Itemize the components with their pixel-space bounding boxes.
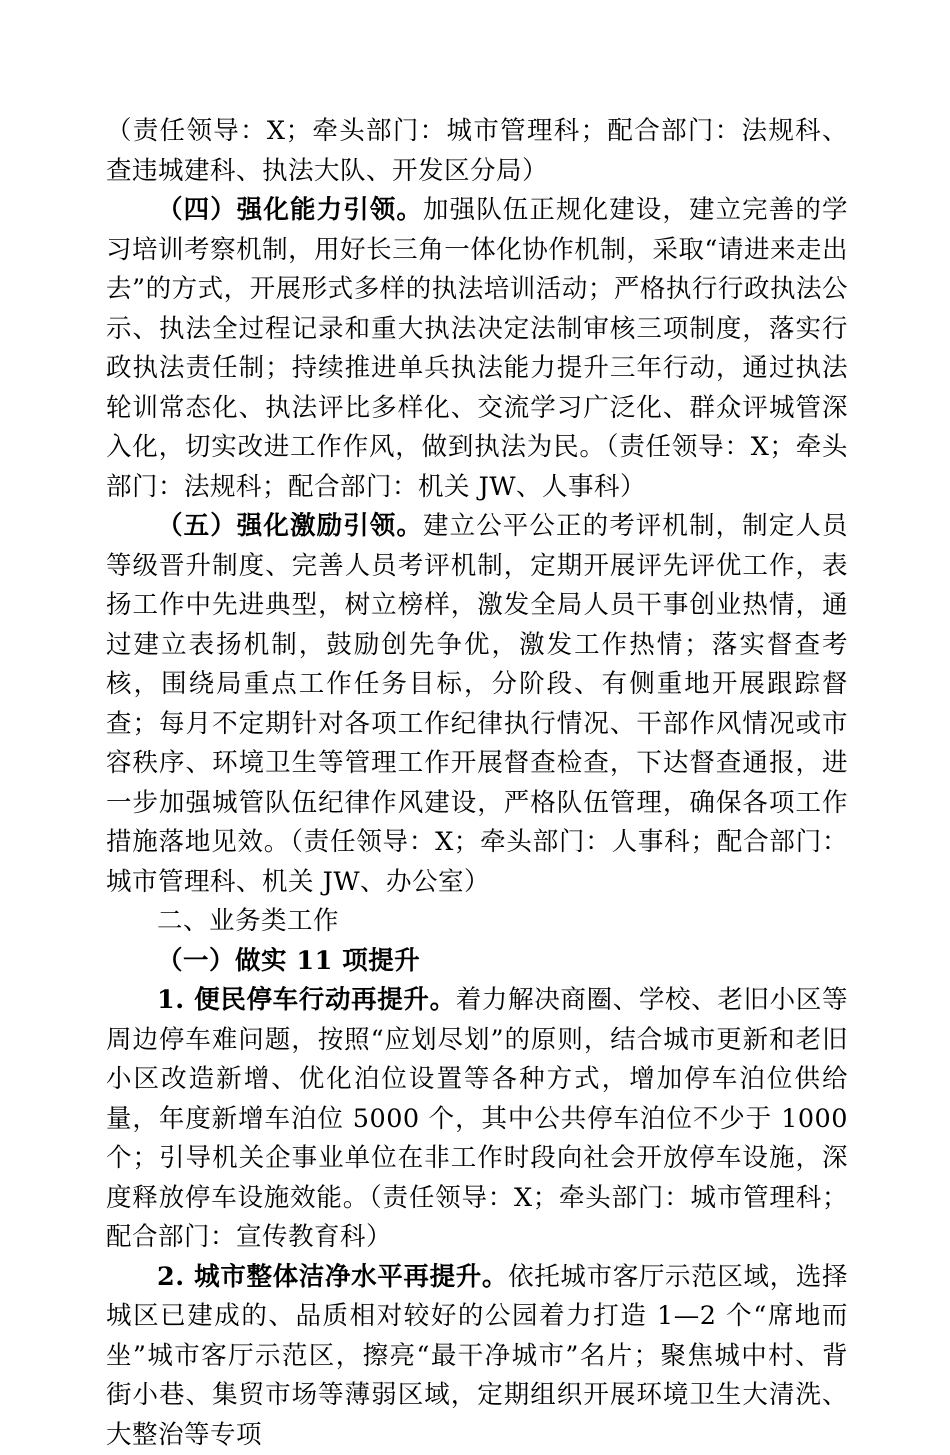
heading-incentive-guidance: （五）强化激励引领。 <box>157 511 423 541</box>
body-parking-improvement: 着力解决商圈、学校、老旧小区等周边停车难问题，按照“应划尽划”的原则，结合城市更新和老旧小区改造新增、优化泊位设置等各种方式，增加停车泊位供给量，年度新增车泊位 5000 个，其中公共停车泊位不少于 1000 个；引导机关企事业单位在非工作时段向社会开放停车设施，深度释放停车设施效能。（责任领导：X；牵头部门：城市管理科；配合部门：宣传教育科） <box>106 985 848 1252</box>
heading-capacity-guidance: （四）强化能力引领。 <box>157 195 423 225</box>
subsection-heading-11-improvements <box>106 942 848 982</box>
paragraph-parking-improvement <box>106 981 848 1258</box>
body-cleanliness-improvement: 依托城市客厅示范区域，选择城区已建成的、品质相对较好的公园着力打造 1—2 个“席地而坐”城市客厅示范区，擦亮“最干净城市”名片；聚焦城中村、背街小巷、集贸市场等薄弱区域，定期组织开展环境卫生大清洗、大整治等专项 <box>106 1262 848 1450</box>
paragraph-capacity-guidance <box>106 191 848 507</box>
responsibility-text: （责任领导：X；牵头部门：城市管理科；配合部门：法规科、查违城建科、执法大队、开发区分局） <box>106 116 848 186</box>
body-capacity-guidance: 加强队伍正规化建设，建立完善的学习培训考察机制，用好长三角一体化协作机制，采取“请进来走出去”的方式，开展形式多样的执法培训活动；严格执行行政执法公示、执法全过程记录和重大执法决定法制审核三项制度，落实行政执法责任制；持续推进单兵执法能力提升三年行动，通过执法轮训常态化、执法评比多样化、交流学习广泛化、群众评城管深入化，切实改进工作作风，做到执法为民。（责任领导：X；牵头部门：法规科；配合部门：机关 JW、人事科） <box>106 195 848 502</box>
heading-cleanliness-improvement: 2. 城市整体洁净水平再提升。 <box>157 1262 508 1292</box>
section-heading-business-work <box>106 902 848 942</box>
paragraph-cleanliness-improvement <box>106 1258 848 1455</box>
responsibility-paragraph <box>106 112 848 191</box>
heading-parking-improvement: 1. 便民停车行动再提升。 <box>157 985 456 1015</box>
section-two-title: 二、业务类工作 <box>157 906 339 936</box>
document-body <box>106 112 848 1455</box>
paragraph-incentive-guidance <box>106 507 848 902</box>
body-incentive-guidance: 建立公平公正的考评机制，制定人员等级晋升制度、完善人员考评机制，定期开展评先评优工作，表扬工作中先进典型，树立榜样，激发全局人员干事创业热情，通过建立表扬机制，鼓励创先争优，激发工作热情；落实督查考核，围绕局重点工作任务目标，分阶段、有侧重地开展跟踪督查；每月不定期针对各项工作纪律执行情况、干部作风情况或市容秩序、环境卫生等管理工作开展督查检查，下达督查通报，进一步加强城管队伍纪律作风建设，严格队伍管理，确保各项工作措施落地见效。（责任领导：X；牵头部门：人事科；配合部门：城市管理科、机关 JW、办公室） <box>106 511 848 897</box>
subsection-one-title: （一）做实 11 项提升 <box>157 946 420 976</box>
